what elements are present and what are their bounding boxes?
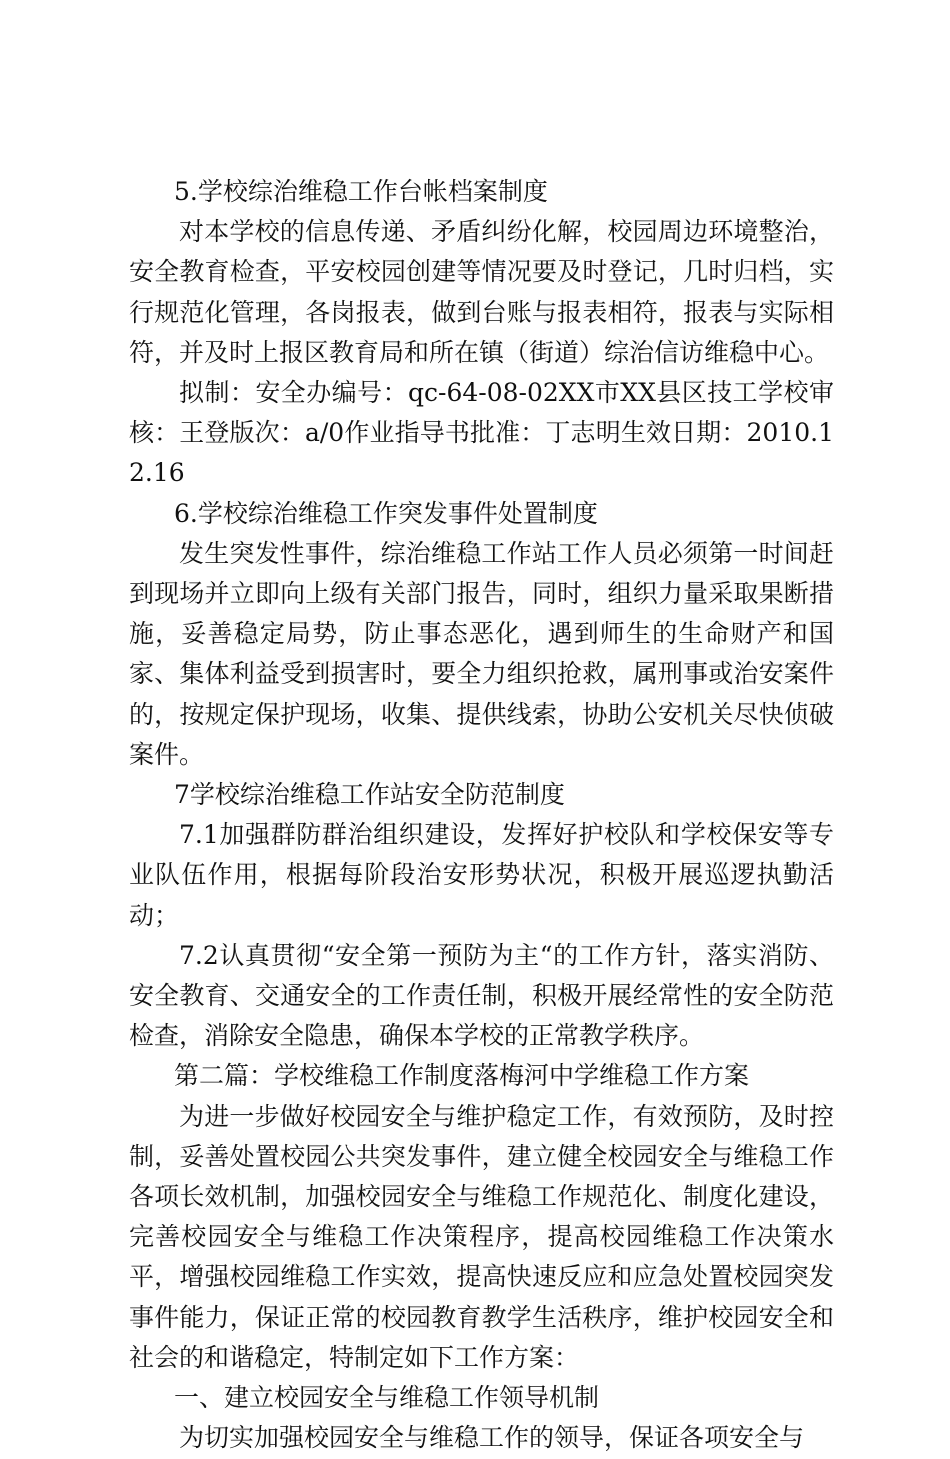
section-heading-7: 7学校综治维稳工作站安全防范制度 bbox=[174, 780, 565, 810]
section-heading-6: 6.学校综治维稳工作突发事件处置制度 bbox=[174, 498, 598, 528]
section-heading-5: 5.学校综治维稳工作台帐档案制度 bbox=[174, 177, 548, 206]
section-heading-1: 一、建立校园安全与维稳工作领导机制 bbox=[174, 1383, 600, 1413]
body-paragraph: 对本学校的信息传递、矛盾纠纷化解，校园周边环境整治，安全教育检查，平安校园创建等情况要及时登记，几时归档，实行规范化管理，各岗报表，做到台账与报表相符，报表与实际相符，并及时上报区教育局和所在镇（街道）综治信访维稳中心。 bbox=[129, 217, 834, 367]
document-body bbox=[129, 172, 834, 1459]
body-paragraph: 为切实加强校园安全与维稳工作的领导，保证各项安全与 bbox=[179, 1423, 805, 1453]
chapter-heading: 第二篇：学校维稳工作制度落梅河中学维稳工作方案 bbox=[174, 1061, 750, 1091]
body-paragraph: 发生突发性事件，综治维稳工作站工作人员必须第一时间赶到现场并立即向上级有关部门报告，同时，组织力量采取果断措施，妥善稳定局势，防止事态恶化，遇到师生的生命财产和国家、集体利益受到损害时，要全力组织抢救，属刑事或治安案件的，按规定保护现场，收集、提供线索，协助公安机关尽快侦破案件。 bbox=[129, 538, 834, 769]
body-paragraph: 为进一步做好校园安全与维护稳定工作，有效预防，及时控制，妥善处置校园公共突发事件，建立健全校园安全与维稳工作各项长效机制，加强校园安全与维稳工作规范化、制度化建设，完善校园安全与维稳工作决策程序，提高校园维稳工作决策水平，增强校园维稳工作实效，提高快速反应和应急处置校园突发事件能力，保证正常的校园教育教学生活秩序，维护校园安全和社会的和谐稳定，特制定如下工作方案： bbox=[129, 1101, 834, 1372]
document-metadata-paragraph: 拟制：安全办编号：qc-64-08-02XX市XX县区技工学校审核：王登版次：a/0作业指导书批准：丁志明生效日期：2010.12.16 bbox=[129, 378, 834, 488]
body-paragraph: 7.1加强群防群治组织建设，发挥好护校队和学校保安等专业队伍作用，根据每阶段治安形势状况，积极开展巡逻执勤活动； bbox=[129, 820, 834, 930]
body-paragraph: 7.2认真贯彻“安全第一预防为主“的工作方针，落实消防、安全教育、交通安全的工作责任制，积极开展经常性的安全防范检查，消除安全隐患，确保本学校的正常教学秩序。 bbox=[129, 940, 834, 1051]
